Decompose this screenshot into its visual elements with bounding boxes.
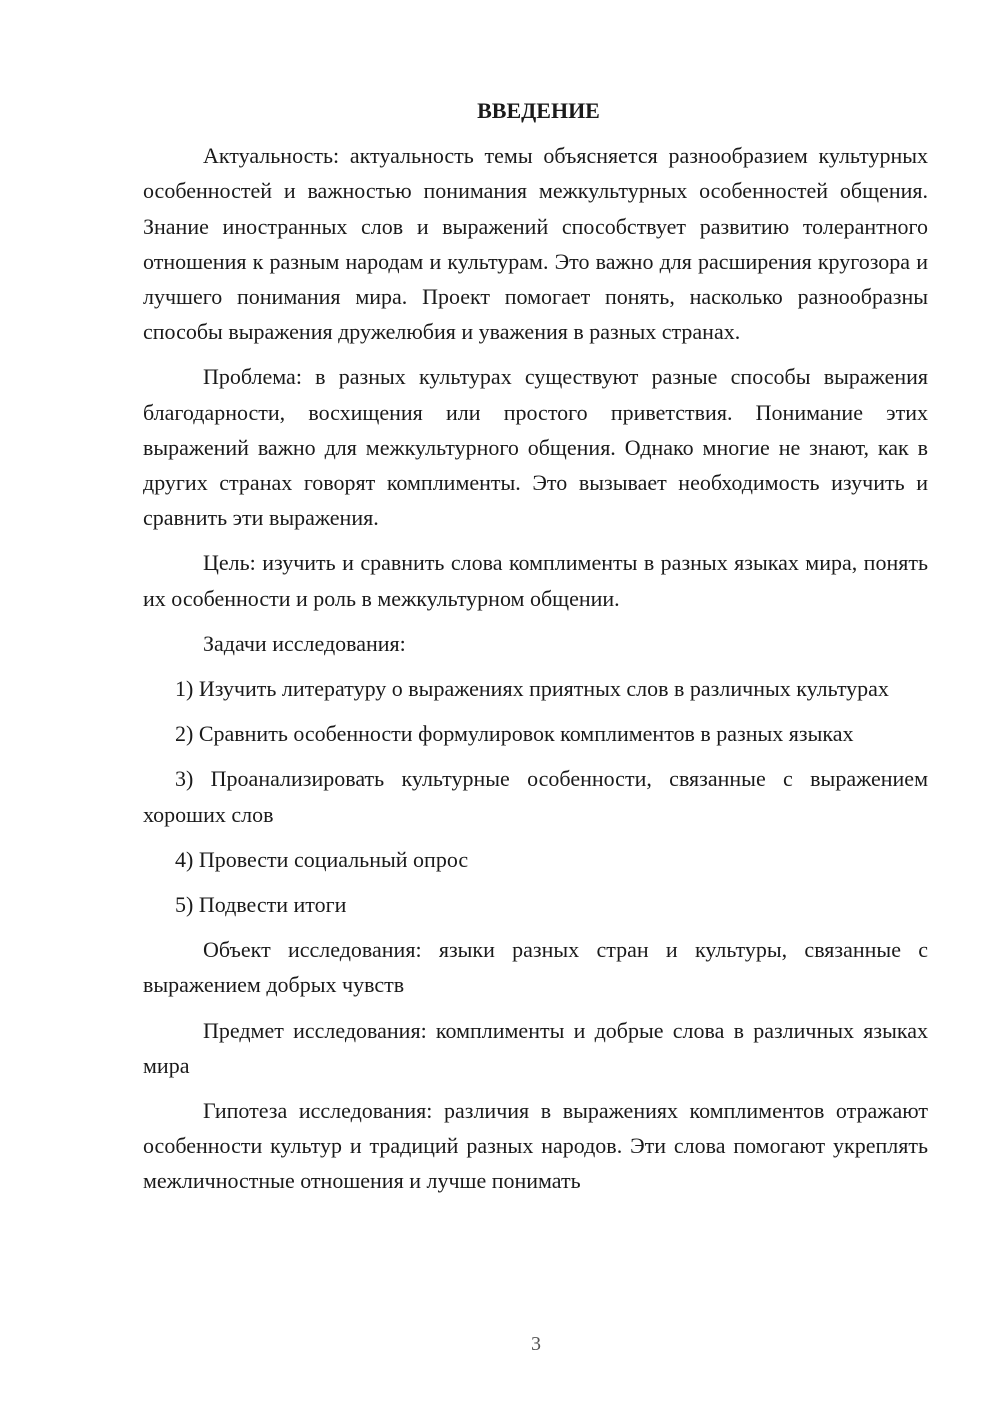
- tasks-heading: Задачи исследования:: [203, 630, 406, 656]
- task-item-3: 3) Проанализировать культурные особенности, связанные с выражением хороших слов: [143, 766, 928, 827]
- section-title: ВВЕДЕНИЕ: [477, 98, 600, 123]
- task-item-4: 4) Провести социальный опрос: [175, 846, 469, 872]
- hypothesis-paragraph: Гипотеза исследования: различия в выражениях комплиментов отражают особенности культур и традиций разных народов. Эти слова помогают укреплять межличностные отношения и лучше понимать: [143, 1098, 928, 1194]
- problem-paragraph: Проблема: в разных культурах существуют разные способы выражения благодарности, восхищения или простого приветствия. Понимание этих выражений важно для межкультурного общения. Однако многие не знают, как в других странах говорят комплименты. Это вызывает необходимость изучить и сравнить эти выражения.: [143, 364, 928, 531]
- subject-paragraph: Предмет исследования: комплименты и добрые слова в различных языках мира: [143, 1017, 928, 1078]
- task-item-2: 2) Сравнить особенности формулировок комплиментов в разных языках: [175, 721, 854, 747]
- task-item-5: 5) Подвести итоги: [175, 892, 347, 918]
- relevance-paragraph: Актуальность: актуальность темы объясняется разнообразием культурных особенностей и важностью понимания межкультурных особенностей общения. Знание иностранных слов и выражений способствует развитию толерантного отношения к разным народам и культурам. Это важно для расширения кругозора и лучшего понимания мира. Проект помогает понять, насколько разнообразны способы выражения дружелюбия и уважения в разных странах.: [143, 143, 928, 345]
- page-number: 3: [531, 1333, 541, 1355]
- goal-paragraph: Цель: изучить и сравнить слова комплименты в разных языках мира, понять их особенности и роль в межкультурном общении.: [143, 550, 928, 611]
- task-item-1: 1) Изучить литературу о выражениях приятных слов в различных культурах: [175, 676, 889, 702]
- document-page: [143, 93, 928, 1199]
- object-paragraph: Объект исследования: языки разных стран и культуры, связанные с выражением добрых чувств: [143, 937, 928, 998]
